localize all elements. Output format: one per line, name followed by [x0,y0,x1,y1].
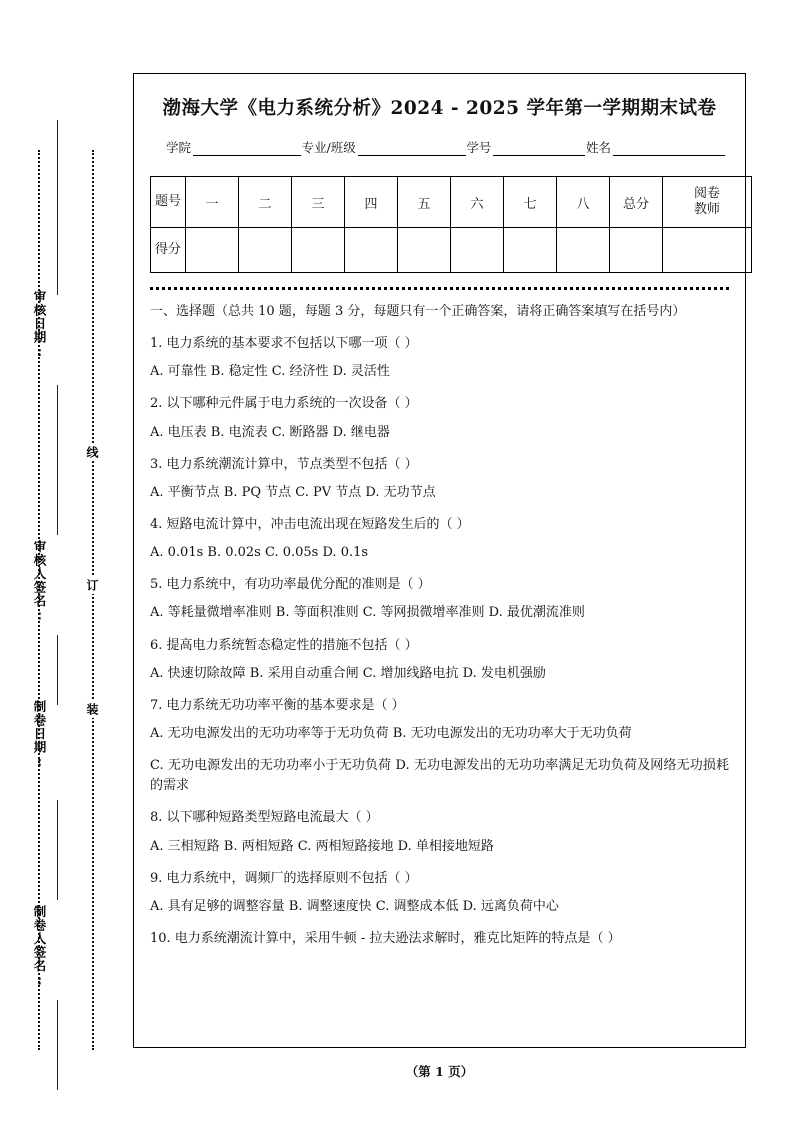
score-cell-total[interactable] [610,228,663,273]
score-cell-grader[interactable] [663,228,752,273]
section-heading: 一、选择题（总共 10 题，每题 3 分，每题只有一个正确答案，请将正确答案填写在括号内） [150,304,686,319]
review-date-label: 审核日期: [32,290,47,360]
score-col-2: 二 [239,177,292,228]
field-college [166,138,301,156]
score-cell-3[interactable] [292,228,345,273]
score-cell-6[interactable] [451,228,504,273]
question-7-options-ab: A. 无功电源发出的无功功率等于无功负荷 B. 无功电源发出的无功功率大于无功负荷 [150,725,632,741]
score-col-3: 三 [292,177,345,228]
score-table-row-header-score: 得分 [151,228,186,273]
binding-dotted-line-inner [92,150,94,1050]
question-4-stem: 4. 短路电流计算中，冲击电流出现在短路发生后的（ ） [150,516,470,532]
question-5-stem: 5. 电力系统中，有功功率最优分配的准则是（ ） [150,577,431,593]
question-6-stem: 6. 提高电力系统暂态稳定性的措施不包括（ ） [150,637,418,653]
exam-sheet [133,73,746,1048]
paper-maker-signature-label: 制卷人签名: [32,905,47,989]
score-cell-7[interactable] [504,228,557,273]
table-row-scores [151,228,752,273]
question-6-options: A. 快速切除故障 B. 采用自动重合闸 C. 增加线路电抗 D. 发电机强励 [150,665,546,681]
score-table [150,176,752,273]
question-7-stem: 7. 电力系统无功功率平衡的基本要求是（ ） [150,697,405,713]
table-row-question-numbers [151,177,752,228]
paper-date-label: 制卷日期: [32,700,47,770]
question-2-options: A. 电压表 B. 电流表 C. 断路器 D. 继电器 [150,424,390,440]
binding-dotted-line-outer [38,150,40,1050]
score-col-7: 七 [504,177,557,228]
question-1-options: A. 可靠性 B. 稳定性 C. 经济性 D. 灵活性 [150,364,390,380]
question-3-stem: 3. 电力系统潮流计算中，节点类型不包括（ ） [150,456,418,472]
grader-label-line2: 教师 [693,202,720,217]
page-footer: （第 1 页） [405,1064,474,1079]
score-col-8: 八 [557,177,610,228]
score-col-1: 一 [186,177,239,228]
field-major-class-label: 专业/班级 [301,140,356,155]
score-cell-4[interactable] [345,228,398,273]
score-col-6: 六 [451,177,504,228]
student-info-row [166,138,725,156]
score-cell-5[interactable] [398,228,451,273]
score-col-4: 四 [345,177,398,228]
question-10-stem: 10. 电力系统潮流计算中，采用牛顿 - 拉夫逊法求解时，雅克比矩阵的特点是（ ） [150,930,621,946]
field-name [586,138,725,156]
margin-rule-segment [57,120,58,295]
margin-rule-segment [57,1000,58,1090]
score-col-5: 五 [398,177,451,228]
question-3-options: A. 平衡节点 B. PQ 节点 C. PV 节点 D. 无功节点 [150,484,436,500]
field-name-input[interactable] [613,141,725,156]
binding-char-bind: 订 [84,576,101,594]
margin-rule-segment [57,635,58,705]
score-cell-1[interactable] [186,228,239,273]
field-student-id [466,138,585,156]
question-2-stem: 2. 以下哪种元件属于电力系统的一次设备（ ） [150,396,418,412]
score-table-row-header-question: 题号 [151,177,186,228]
question-1-stem: 1. 电力系统的基本要求不包括以下哪一项（ ） [150,336,418,352]
field-student-id-input[interactable] [493,141,585,156]
field-major-class-input[interactable] [358,141,466,156]
score-cell-2[interactable] [239,228,292,273]
left-margin-annotations [0,0,120,1122]
field-major-class [302,138,466,156]
question-5-options: A. 等耗量微增率准则 B. 等面积准则 C. 等网损微增率准则 D. 最优潮流准则 [150,605,585,621]
exam-title: 渤海大学《电力系统分析》2024 - 2025 学年第一学期期末试卷 [162,98,717,119]
margin-rule-segment [57,800,58,900]
grader-label-line1: 阅卷 [693,186,720,202]
question-4-options: A. 0.01s B. 0.02s C. 0.05s D. 0.1s [150,545,369,561]
score-col-total: 总分 [610,177,663,228]
questions-body [150,302,729,949]
score-col-grader [663,177,752,228]
question-7-options-cd: C. 无功电源发出的无功功率小于无功负荷 D. 无功电源发出的无功功率满足无功负荷及网络无功损耗的需求 [150,758,729,794]
field-student-id-label: 学号 [466,140,492,155]
field-name-label: 姓名 [585,140,611,155]
question-9-stem: 9. 电力系统中，调频厂的选择原则不包括（ ） [150,870,418,886]
binding-char-line: 线 [84,443,101,461]
question-8-options: A. 三相短路 B. 两相短路 C. 两相短路接地 D. 单相接地短路 [150,838,494,854]
score-cell-8[interactable] [557,228,610,273]
reviewer-signature-label: 审核人签名: [32,540,47,624]
margin-rule-segment [57,385,58,535]
field-college-input[interactable] [193,141,301,156]
dotted-separator [150,287,729,290]
field-college-label: 学院 [166,140,192,155]
question-8-stem: 8. 以下哪种短路类型短路电流最大（ ） [150,810,379,826]
binding-char-seal: 装 [84,700,101,718]
question-9-options: A. 具有足够的调整容量 B. 调整速度快 C. 调整成本低 D. 远离负荷中心 [150,898,559,914]
